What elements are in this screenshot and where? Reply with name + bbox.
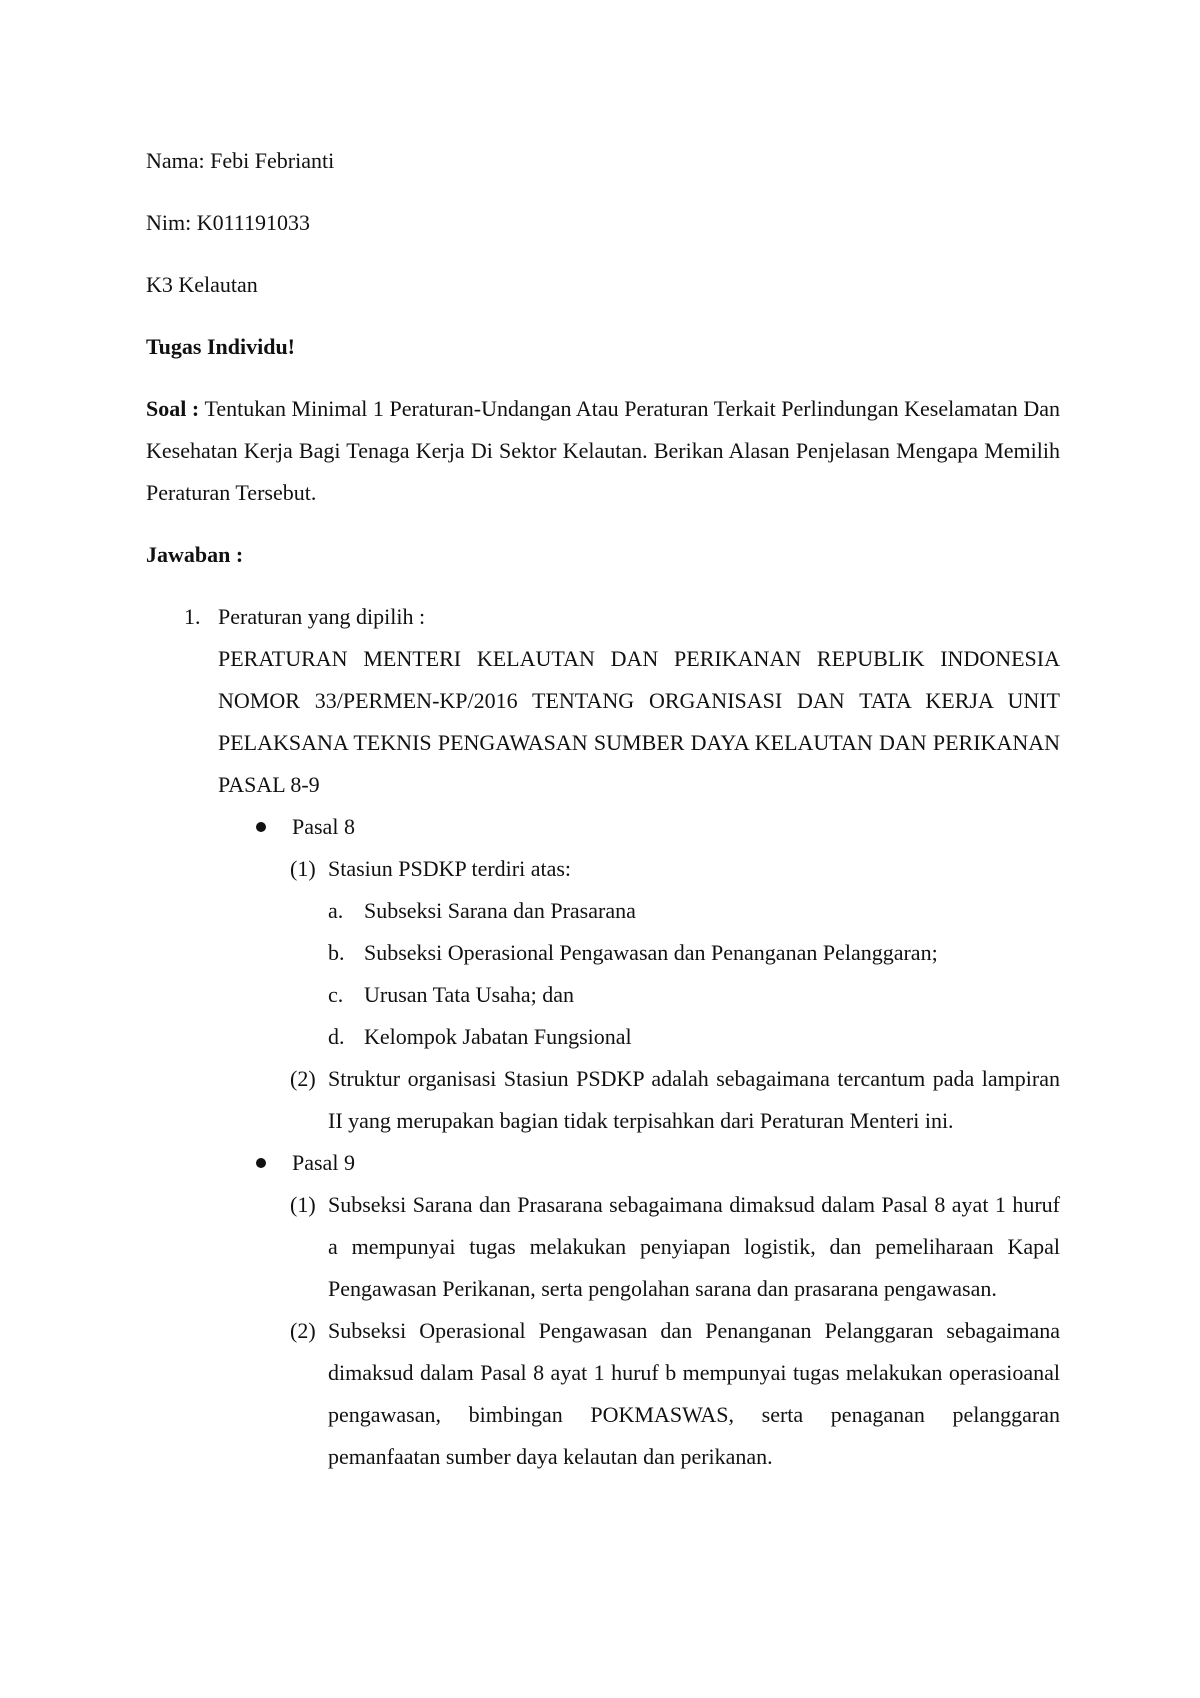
pasal-9-ayat-1 bbox=[146, 1184, 1060, 1310]
answer-label: Jawaban : bbox=[146, 542, 244, 567]
list-text: Kelompok Jabatan Fungsional bbox=[364, 1024, 632, 1049]
list-text: Urusan Tata Usaha; dan bbox=[364, 982, 575, 1007]
list-marker: a. bbox=[328, 898, 344, 923]
question-text: Tentukan Minimal 1 Peraturan-Undangan Atau Peraturan Terkait Perlindungan Keselamatan Dan Kesehatan Kerja Bagi Tenaga Kerja Di Sektor Kelautan. Berikan Alasan Penjelasan Mengapa Memilih Peraturan Tersebut. bbox=[146, 396, 1060, 505]
list-item-c bbox=[146, 974, 1060, 1016]
regulation-title: PERATURAN MENTERI KELAUTAN DAN PERIKANAN REPUBLIK INDONESIA NOMOR 33/PERMEN-KP/2016 TENTANG ORGANISASI DAN TATA KERJA UNIT PELAKSANA TEKNIS PENGAWASAN SUMBER DAYA KELAUTAN DAN PERIKANAN PASAL 8-9 bbox=[218, 646, 1060, 797]
course-name: K3 Kelautan bbox=[146, 272, 258, 297]
pasal-9-heading bbox=[146, 1142, 1060, 1184]
answer-number: 1. bbox=[184, 604, 201, 629]
pasal-8-ayat-1 bbox=[146, 848, 1060, 890]
bullet-icon bbox=[256, 822, 266, 832]
question-paragraph bbox=[146, 388, 1060, 514]
pasal-9-ayat-2 bbox=[146, 1310, 1060, 1478]
pasal-9-title: Pasal 9 bbox=[292, 1150, 355, 1175]
pasal-8-heading bbox=[146, 806, 1060, 848]
list-marker: c. bbox=[328, 982, 344, 1007]
list-item-b bbox=[146, 932, 1060, 974]
ayat-text: Stasiun PSDKP terdiri atas: bbox=[328, 856, 572, 881]
list-item-d bbox=[146, 1016, 1060, 1058]
ayat-marker: (1) bbox=[290, 1192, 316, 1217]
list-marker: d. bbox=[328, 1024, 345, 1049]
ayat-marker: (2) bbox=[290, 1318, 316, 1343]
ayat-text: Subseksi Sarana dan Prasarana sebagaimana dimaksud dalam Pasal 8 ayat 1 huruf a mempunyai tugas melakukan penyiapan logistik, dan pemeliharaan Kapal Pengawasan Perikanan, serta pengolahan sarana dan prasarana pengawasan. bbox=[328, 1192, 1060, 1301]
task-title: Tugas Individu! bbox=[146, 334, 296, 359]
list-item-a bbox=[146, 890, 1060, 932]
student-name: Nama: Febi Febrianti bbox=[146, 148, 335, 173]
list-text: Subseksi Operasional Pengawasan dan Penanganan Pelanggaran; bbox=[364, 940, 938, 965]
ayat-marker: (1) bbox=[290, 856, 316, 881]
answer-intro: Peraturan yang dipilih : bbox=[218, 604, 426, 629]
bullet-icon bbox=[256, 1158, 266, 1168]
list-marker: b. bbox=[328, 940, 345, 965]
pasal-8-ayat-2 bbox=[146, 1058, 1060, 1142]
student-nim: Nim: K011191033 bbox=[146, 210, 310, 235]
ayat-text: Subseksi Operasional Pengawasan dan Penanganan Pelanggaran sebagaimana dimaksud dalam Pasal 8 ayat 1 huruf b mempunyai tugas melakukan operasioanal pengawasan, bimbingan POKMASWAS, serta penaganan pelanggaran pemanfaatan sumber daya kelautan dan perikanan. bbox=[328, 1318, 1060, 1469]
question-label: Soal : bbox=[146, 396, 200, 421]
ayat-marker: (2) bbox=[290, 1066, 316, 1091]
list-text: Subseksi Sarana dan Prasarana bbox=[364, 898, 636, 923]
answer-item-1 bbox=[146, 596, 1060, 806]
ayat-text: Struktur organisasi Stasiun PSDKP adalah sebagaimana tercantum pada lampiran II yang merupakan bagian tidak terpisahkan dari Peraturan Menteri ini. bbox=[328, 1066, 1060, 1133]
pasal-8-title: Pasal 8 bbox=[292, 814, 355, 839]
